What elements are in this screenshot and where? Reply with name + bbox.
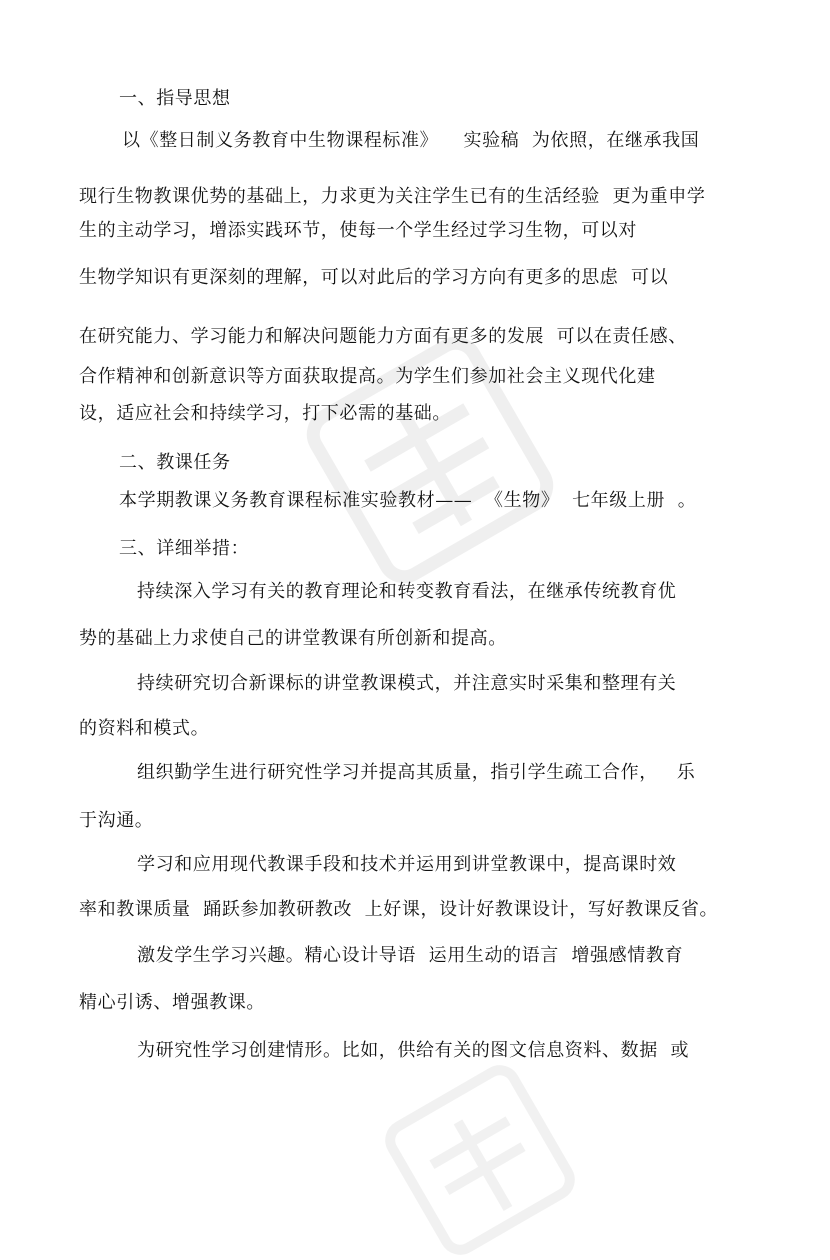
paragraph-line: 本学期教课义务教育课程标准实验教材—— 《生物》 七年级上册 。 <box>119 490 697 511</box>
paragraph-line: 学习和应用现代教课手段和技术并运用到讲堂教课中，提高课时效 <box>137 854 677 875</box>
paragraph-line: 生物学知识有更深刻的理解，可以对此后的学习方向有更多的思虑 可以 <box>79 267 669 288</box>
paragraph-line: 持续研究切合新课标的讲堂教课模式，并注意实时采集和整理有关 <box>137 673 677 694</box>
paragraph-line: 组织勤学生进行研究性学习并提高其质量，指引学生疏工合作， 乐 <box>137 762 696 783</box>
paragraph-line: 设，适应社会和持续学习，打下必需的基础。 <box>79 403 451 424</box>
paragraph-line: 在研究能力、学习能力和解决问题能力方面有更多的发展 可以在责任感、 <box>79 326 687 347</box>
paragraph-line: 现行生物教课优势的基础上，力求更为关注学生已有的生活经验 更为重申学 <box>79 186 706 207</box>
paragraph-line: 合作精神和创新意识等方面获取提高。为学生们参加社会主义现代化建 <box>79 366 656 387</box>
paragraph-line: 于沟通。 <box>79 810 154 831</box>
paragraph-line: 率和教课质量 踊跃参加教研教改 上好课，设计好教课设计，写好教课反省。 <box>79 899 719 920</box>
paragraph-line: 精心引诱、增强教课。 <box>79 992 265 1013</box>
paragraph-line: 为研究性学习创建情形。比如，供给有关的图文信息资料、数据 或 <box>137 1040 690 1061</box>
paragraph-line: 以《整日制义务教育中生物课程标准》 实验稿 为依照，在继承我国 <box>122 130 700 151</box>
heading-guiding-thought: 一、指导思想 <box>119 88 231 109</box>
heading-teaching-task: 二、教课任务 <box>119 452 231 473</box>
paragraph-line: 持续深入学习有关的教育理论和转变教育看法，在继承传统教育优 <box>137 581 677 602</box>
watermark-logo-bottom <box>380 1060 580 1260</box>
paragraph-line: 生的主动学习，增添实践环节，使每一个学生经过学习生物，可以对 <box>79 220 637 241</box>
paragraph-line: 的资料和模式。 <box>79 718 210 739</box>
paragraph-line: 势的基础上力求使自己的讲堂教课有所创新和提高。 <box>79 628 507 649</box>
paragraph-line: 激发学生学习兴趣。精心设计导语 运用生动的语言 增强感情教育 <box>137 945 684 966</box>
heading-detailed-measures: 三、详细举措： <box>119 538 250 559</box>
